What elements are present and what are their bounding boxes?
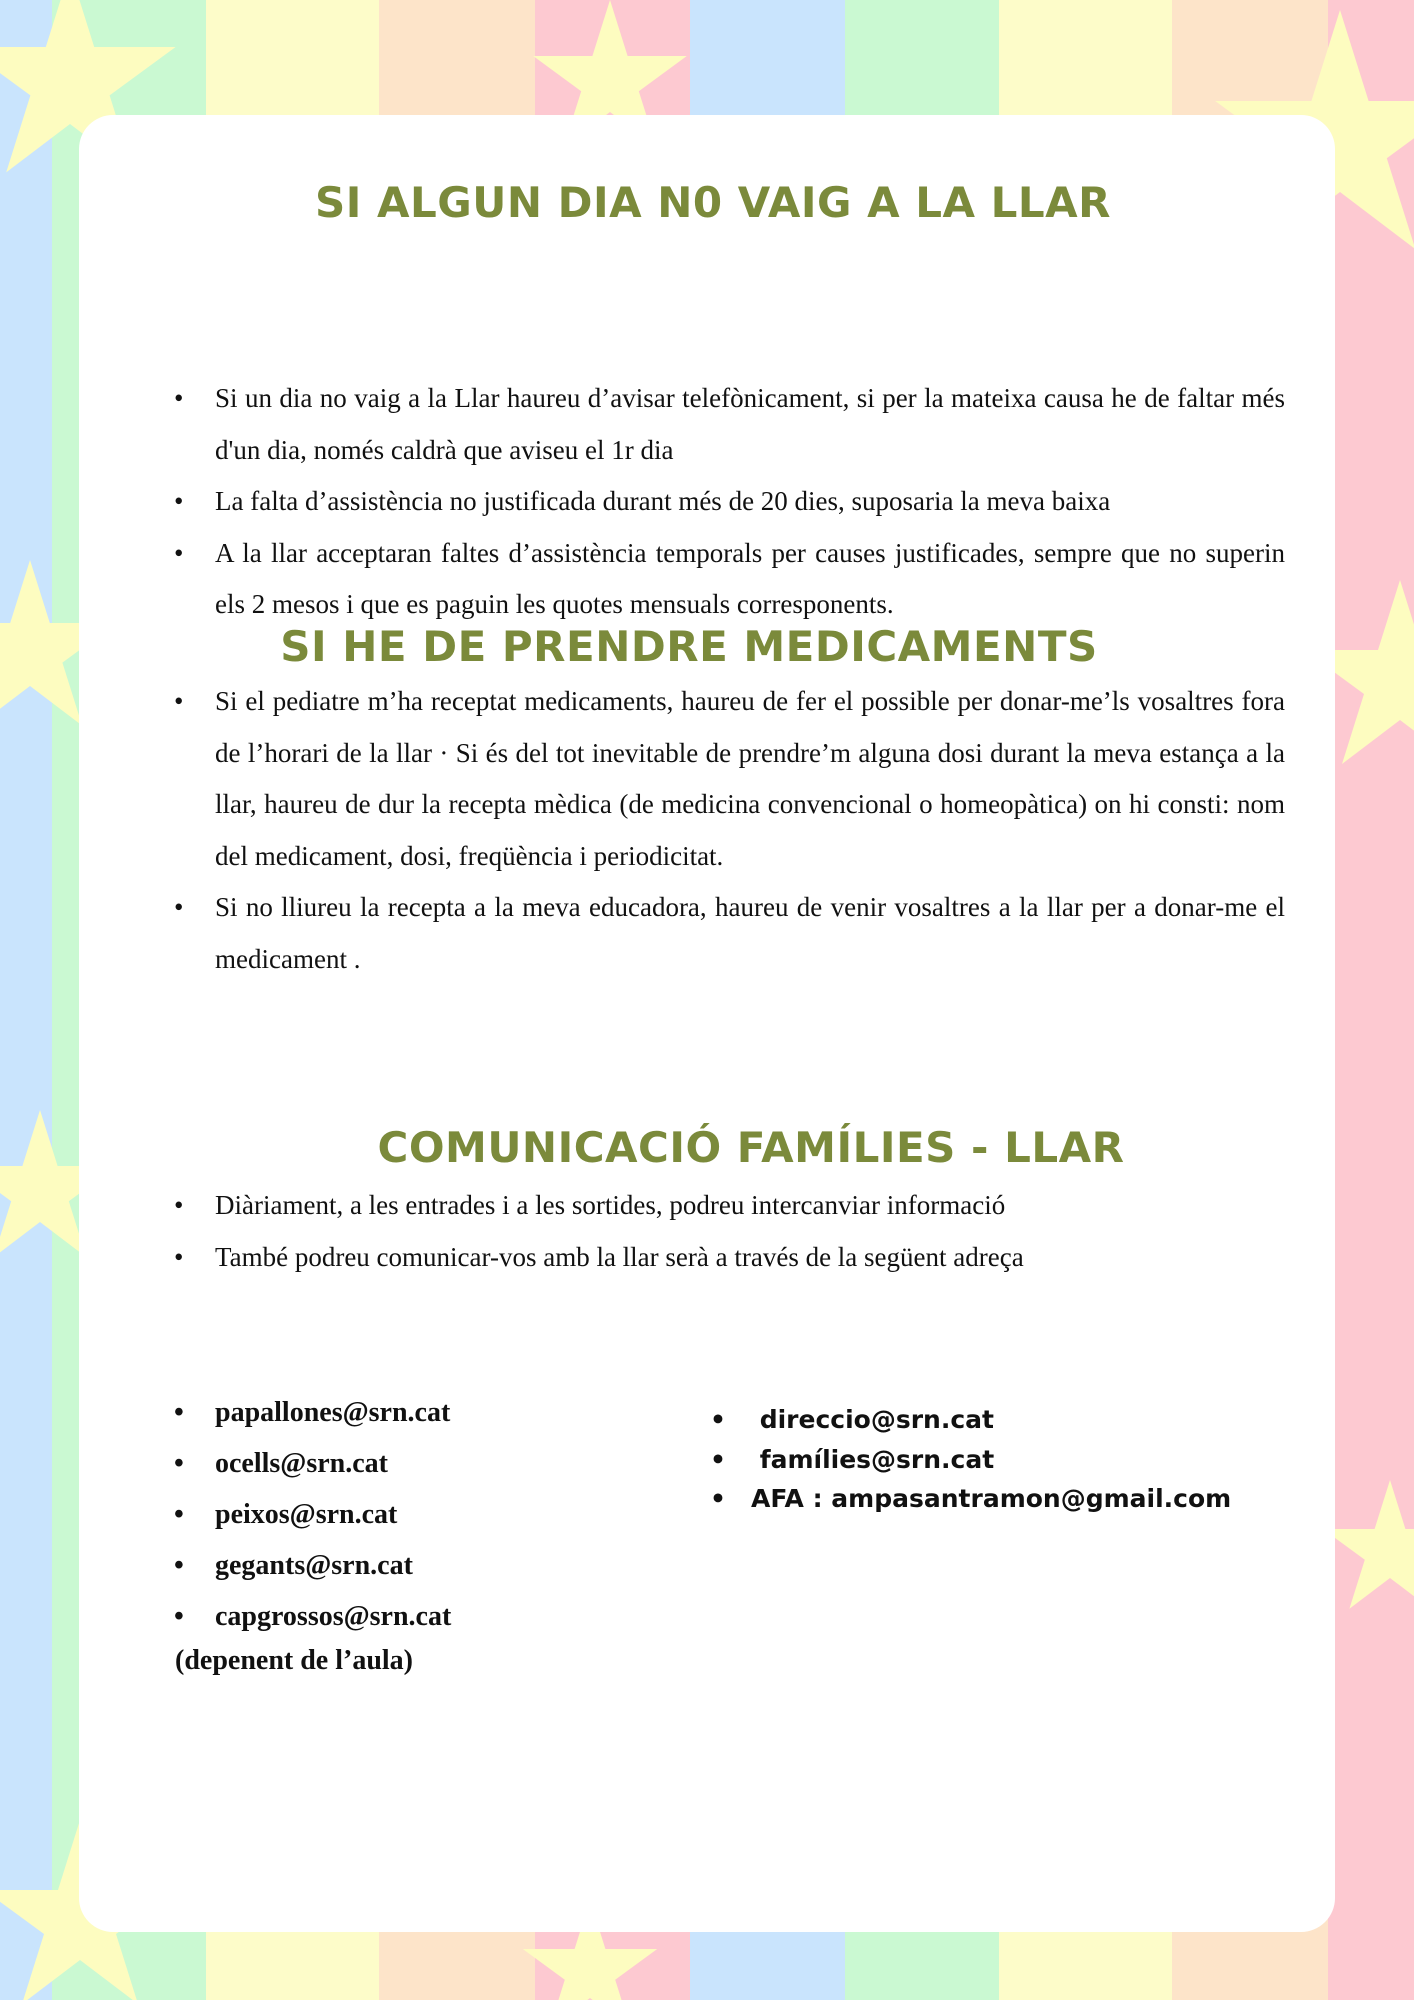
email-link[interactable]: • famílies@srn.cat <box>727 1440 1287 1480</box>
email-link[interactable]: • ocells@srn.cat <box>191 1438 691 1489</box>
medication-list <box>191 676 1285 985</box>
email-link[interactable]: • direccio@srn.cat <box>727 1400 1287 1440</box>
email-link[interactable]: • AFA : ampasantramon@gmail.com <box>727 1479 1287 1519</box>
list-item: • També podreu comunicar-vos amb la llar serà a través de la següent adreça <box>191 1232 1285 1284</box>
email-link[interactable]: • papallones@srn.cat <box>191 1387 691 1438</box>
list-item: • La falta d’assistència no justificada durant més de 20 dies, suposaria la meva baixa <box>191 476 1285 528</box>
section-title-absence: SI ALGUN DIA N0 VAIG A LA LLAR <box>315 178 1111 227</box>
communication-list <box>191 1180 1285 1283</box>
list-item: • Si un dia no vaig a la Llar haureu d’avisar telefònicament, si per la mateixa causa he de faltar més d'un dia, només caldrà que aviseu el 1r dia <box>191 373 1285 476</box>
section-title-communication: COMUNICACIÓ FAMÍLIES - LLAR <box>377 1123 1125 1172</box>
list-item: • Si no lliureu la recepta a la meva educadora, haureu de venir vosaltres a la llar per a donar-me el medicament . <box>191 882 1285 985</box>
content-card <box>79 115 1335 1932</box>
email-link[interactable]: • gegants@srn.cat <box>191 1540 691 1591</box>
section-title-medication: SI HE DE PRENDRE MEDICAMENTS <box>280 622 1098 671</box>
classroom-emails-list <box>191 1387 691 1642</box>
list-item: • Si el pediatre m’ha receptat medicaments, haureu de fer el possible per donar-me’ls vosaltres fora de l’horari de la llar · Si és del tot inevitable de prendre’m alguna dosi durant la meva estança a la llar, haureu de dur la recepta mèdica (de medicina convencional o homeopàtica) on hi consti: nom del medicament, dosi, freqüència i periodicitat. <box>191 676 1285 882</box>
general-emails-list <box>727 1400 1287 1519</box>
list-item: • Diàriament, a les entrades i a les sortides, podreu intercanviar informació <box>191 1180 1285 1232</box>
email-link[interactable]: • capgrossos@srn.cat <box>191 1591 691 1642</box>
emails-note: (depenent de l’aula) <box>175 1645 413 1676</box>
list-item: • A la llar acceptaran faltes d’assistència temporals per causes justificades, sempre que no superin els 2 mesos i que es paguin les quotes mensuals corresponents. <box>191 528 1285 631</box>
absence-list <box>191 373 1285 631</box>
email-link[interactable]: • peixos@srn.cat <box>191 1489 691 1540</box>
star-decoration-icon <box>1323 1480 1414 1609</box>
